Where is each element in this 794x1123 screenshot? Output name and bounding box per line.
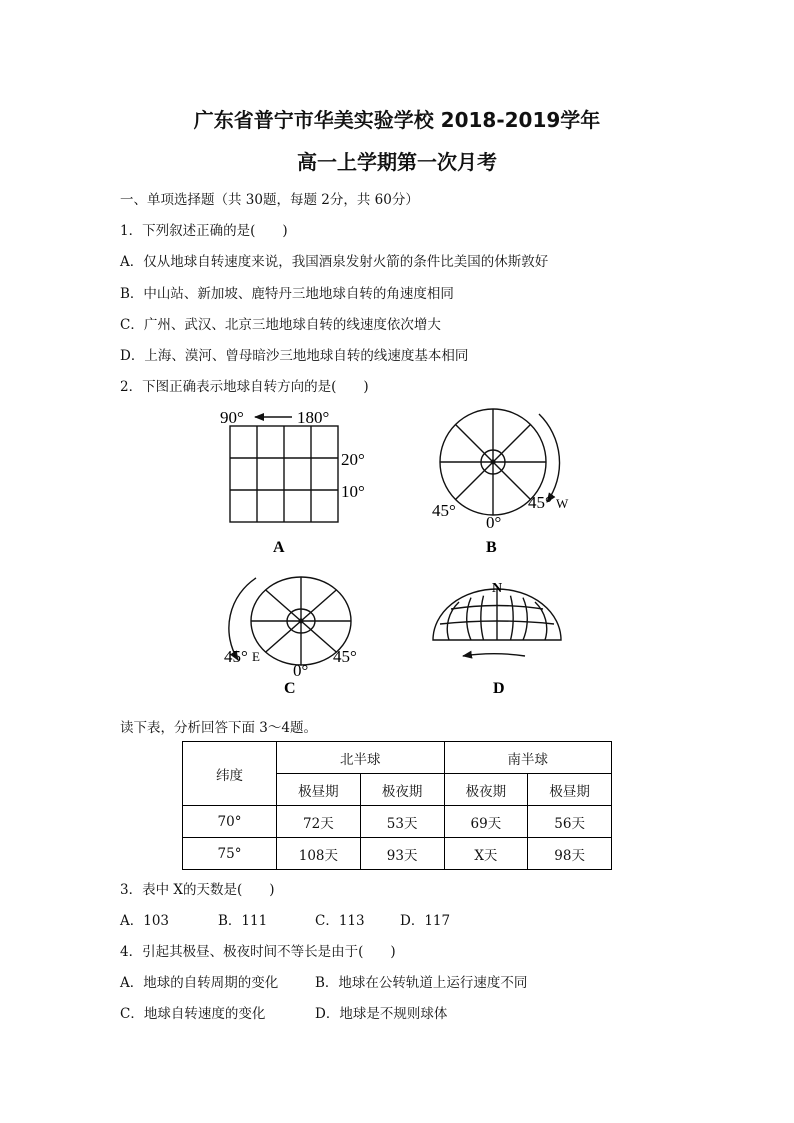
fig-c-pole-dot (299, 619, 304, 624)
q1-option-d: D．上海、漠河、曾母暗沙三地地球自转的线速度基本相同 (120, 348, 469, 364)
q3-option-c: C．113 (315, 913, 365, 929)
north-polar-day-header: 极昼期 (277, 774, 361, 806)
fig-d-caption: D (493, 680, 505, 697)
fig-c-caption: C (284, 680, 296, 697)
north-polar-night-header: 极夜期 (360, 774, 444, 806)
fig-a-label-20: 20° (341, 450, 365, 469)
north-hemisphere-header: 北半球 (277, 742, 445, 774)
figure-a (230, 417, 338, 522)
fig-b-label-right: 45° (528, 493, 552, 512)
q2-stem: 2．下图正确表示地球自转方向的是( ) (120, 379, 369, 395)
q3-stem: 3．表中 X的天数是( ) (120, 882, 275, 898)
fig-b-label-dir: W (556, 496, 569, 511)
q4-option-a: A．地球的自转周期的变化 (120, 975, 279, 991)
fig-c-label-left: 45° (224, 647, 248, 666)
table-cell: X天 (444, 838, 528, 870)
q4-stem: 4．引起其极昼、极夜时间不等长是由于( ) (120, 944, 396, 960)
fig-a-label-90: 90° (220, 408, 244, 427)
fig-a-caption: A (273, 539, 285, 556)
q3-option-b: B．111 (218, 913, 268, 929)
south-hemisphere-header: 南半球 (444, 742, 612, 774)
q2-figures (0, 400, 794, 730)
q1-option-a: A．仅从地球自转速度来说，我国酒泉发射火箭的条件比美国的休斯敦好 (120, 254, 549, 270)
fig-b-label-bottom: 0° (486, 513, 502, 532)
table-row (183, 838, 612, 870)
title-line-2: 高一上学期第一次月考 (297, 150, 497, 174)
table-cell: 98天 (528, 838, 612, 870)
table-cell: 108天 (277, 838, 361, 870)
table-cell: 69天 (444, 806, 528, 838)
fig-c-label-right: 45° (333, 647, 357, 666)
fig-b-pole-dot (491, 460, 496, 465)
q1-stem: 1．下列叙述正确的是( ) (120, 223, 288, 239)
q3-option-a: A．103 (120, 913, 170, 929)
q4-option-c: C．地球自转速度的变化 (120, 1006, 266, 1022)
fig-a-label-10: 10° (341, 482, 365, 501)
polar-day-night-table (182, 741, 612, 870)
title-line-1: 广东省普宁市华美实验学校 2018-2019学年 (193, 108, 601, 132)
table-cell: 70° (183, 806, 277, 838)
fig-b-caption: B (486, 539, 497, 556)
table-cell: 93天 (360, 838, 444, 870)
fig-d-label-n: N (491, 581, 503, 596)
fig-c-label-dir: E (252, 649, 260, 664)
table-cell: 56天 (528, 806, 612, 838)
table-cell: 72天 (277, 806, 361, 838)
section-heading: 一、单项选择题（共 30题，每题 2分，共 60分） (120, 192, 419, 208)
fig-c-label-bottom: 0° (293, 661, 309, 680)
table-row (183, 806, 612, 838)
col-latitude-header: 纬度 (183, 742, 277, 806)
table-cell: 75° (183, 838, 277, 870)
table-cell: 53天 (360, 806, 444, 838)
q4-option-d: D．地球是不规则球体 (315, 1006, 448, 1022)
q1-option-b: B．中山站、新加坡、鹿特丹三地地球自转的角速度相同 (120, 286, 454, 302)
q4-option-b: B．地球在公转轨道上运行速度不同 (315, 975, 528, 991)
fig-a-label-180: 180° (297, 408, 330, 427)
table-intro: 读下表，分析回答下面 3～4题。 (120, 720, 317, 736)
south-polar-day-header: 极昼期 (528, 774, 612, 806)
south-polar-night-header: 极夜期 (444, 774, 528, 806)
figure-d (433, 589, 561, 656)
fig-b-label-left: 45° (432, 501, 456, 520)
q3-option-d: D．117 (400, 913, 451, 929)
q1-option-c: C．广州、武汉、北京三地地球自转的线速度依次增大 (120, 317, 441, 333)
